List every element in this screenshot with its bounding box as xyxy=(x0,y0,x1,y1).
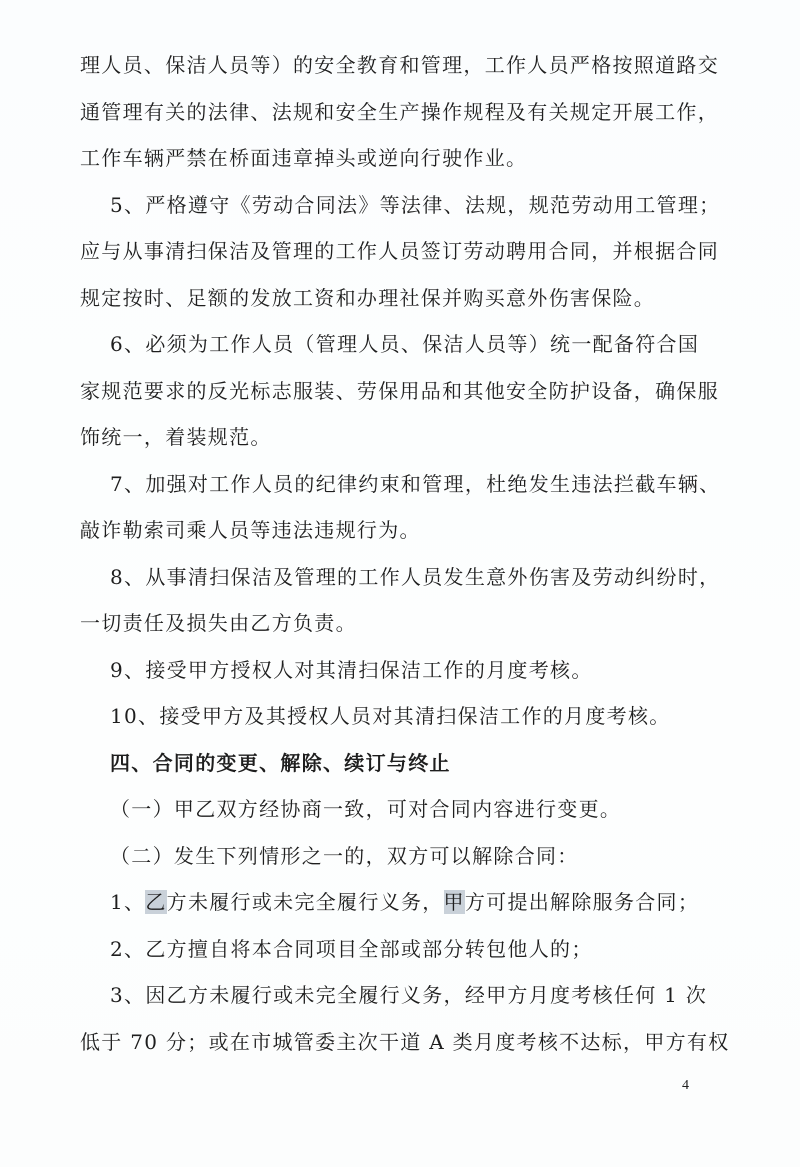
highlighted-text: 乙 xyxy=(145,890,167,914)
text-line: 家规范要求的反光标志服装、劳保用品和其他安全防护设备，确保服 xyxy=(80,378,719,403)
termination-item-3: 3、因乙方未履行或未完全履行义务，经甲方月度考核任何 1 次 xyxy=(110,983,708,1007)
clause-5: 5、严格遵守《劳动合同法》等法律、法规，规范劳动用工管理； xyxy=(110,192,721,217)
termination-item-1 xyxy=(80,879,730,926)
text-line: 饰统一，着装规范。 xyxy=(80,425,272,449)
text-line: 工作车辆严禁在桥面违章掉头或逆向行驶作业。 xyxy=(80,146,528,170)
clause-7: 7、加强对工作人员的纪律约束和管理，杜绝发生违法拦截车辆、 xyxy=(110,471,721,496)
page-number: 4 xyxy=(682,1078,689,1093)
subclause-2: （二）发生下列情形之一的，双方可以解除合同： xyxy=(110,843,579,868)
text-segment: 方可提出解除服务合同； xyxy=(464,890,700,914)
text-line: 理人员、保洁人员等）的安全教育和管理，工作人员严格按照道路交 xyxy=(80,53,719,77)
text-line: 规定按时、足额的发放工资和办理社保并购买意外伤害保险。 xyxy=(80,285,656,310)
text-line: 应与从事清扫保洁及管理的工作人员签订劳动聘用合同，并根据合同 xyxy=(80,239,719,263)
clause-8: 8、从事清扫保洁及管理的工作人员发生意外伤害及劳动纠纷时， xyxy=(110,564,721,589)
section-heading: 四、合同的变更、解除、续订与终止 xyxy=(110,750,451,775)
clause-6: 6、必须为工作人员（管理人员、保洁人员等）统一配备符合国 xyxy=(110,332,700,356)
clause-9: 9、接受甲方授权人对其清扫保洁工作的月度考核。 xyxy=(110,657,593,682)
text-line: 通管理有关的法律、法规和安全生产操作规程及有关规定开展工作， xyxy=(80,99,719,124)
text-segment: 1、 xyxy=(110,890,146,914)
termination-item-2: 2、乙方擅自将本合同项目全部或部分转包他人的； xyxy=(110,936,593,961)
subclause-1: （一）甲乙双方经协商一致，可对合同内容进行变更。 xyxy=(110,797,622,821)
text-segment: 方未履行或未完全履行义务， xyxy=(166,890,444,914)
text-line: 低于 70 分；或在市城管委主次干道 A 类月度考核不达标，甲方有权 xyxy=(80,1029,730,1054)
text-line: 敲诈勒索司乘人员等违法违规行为。 xyxy=(80,518,421,542)
text-line: 一切责任及损失由乙方负责。 xyxy=(80,611,357,635)
highlighted-text: 甲 xyxy=(443,890,465,914)
clause-10: 10、接受甲方及其授权人员对其清扫保洁工作的月度考核。 xyxy=(110,704,671,728)
document-body xyxy=(80,42,730,1065)
